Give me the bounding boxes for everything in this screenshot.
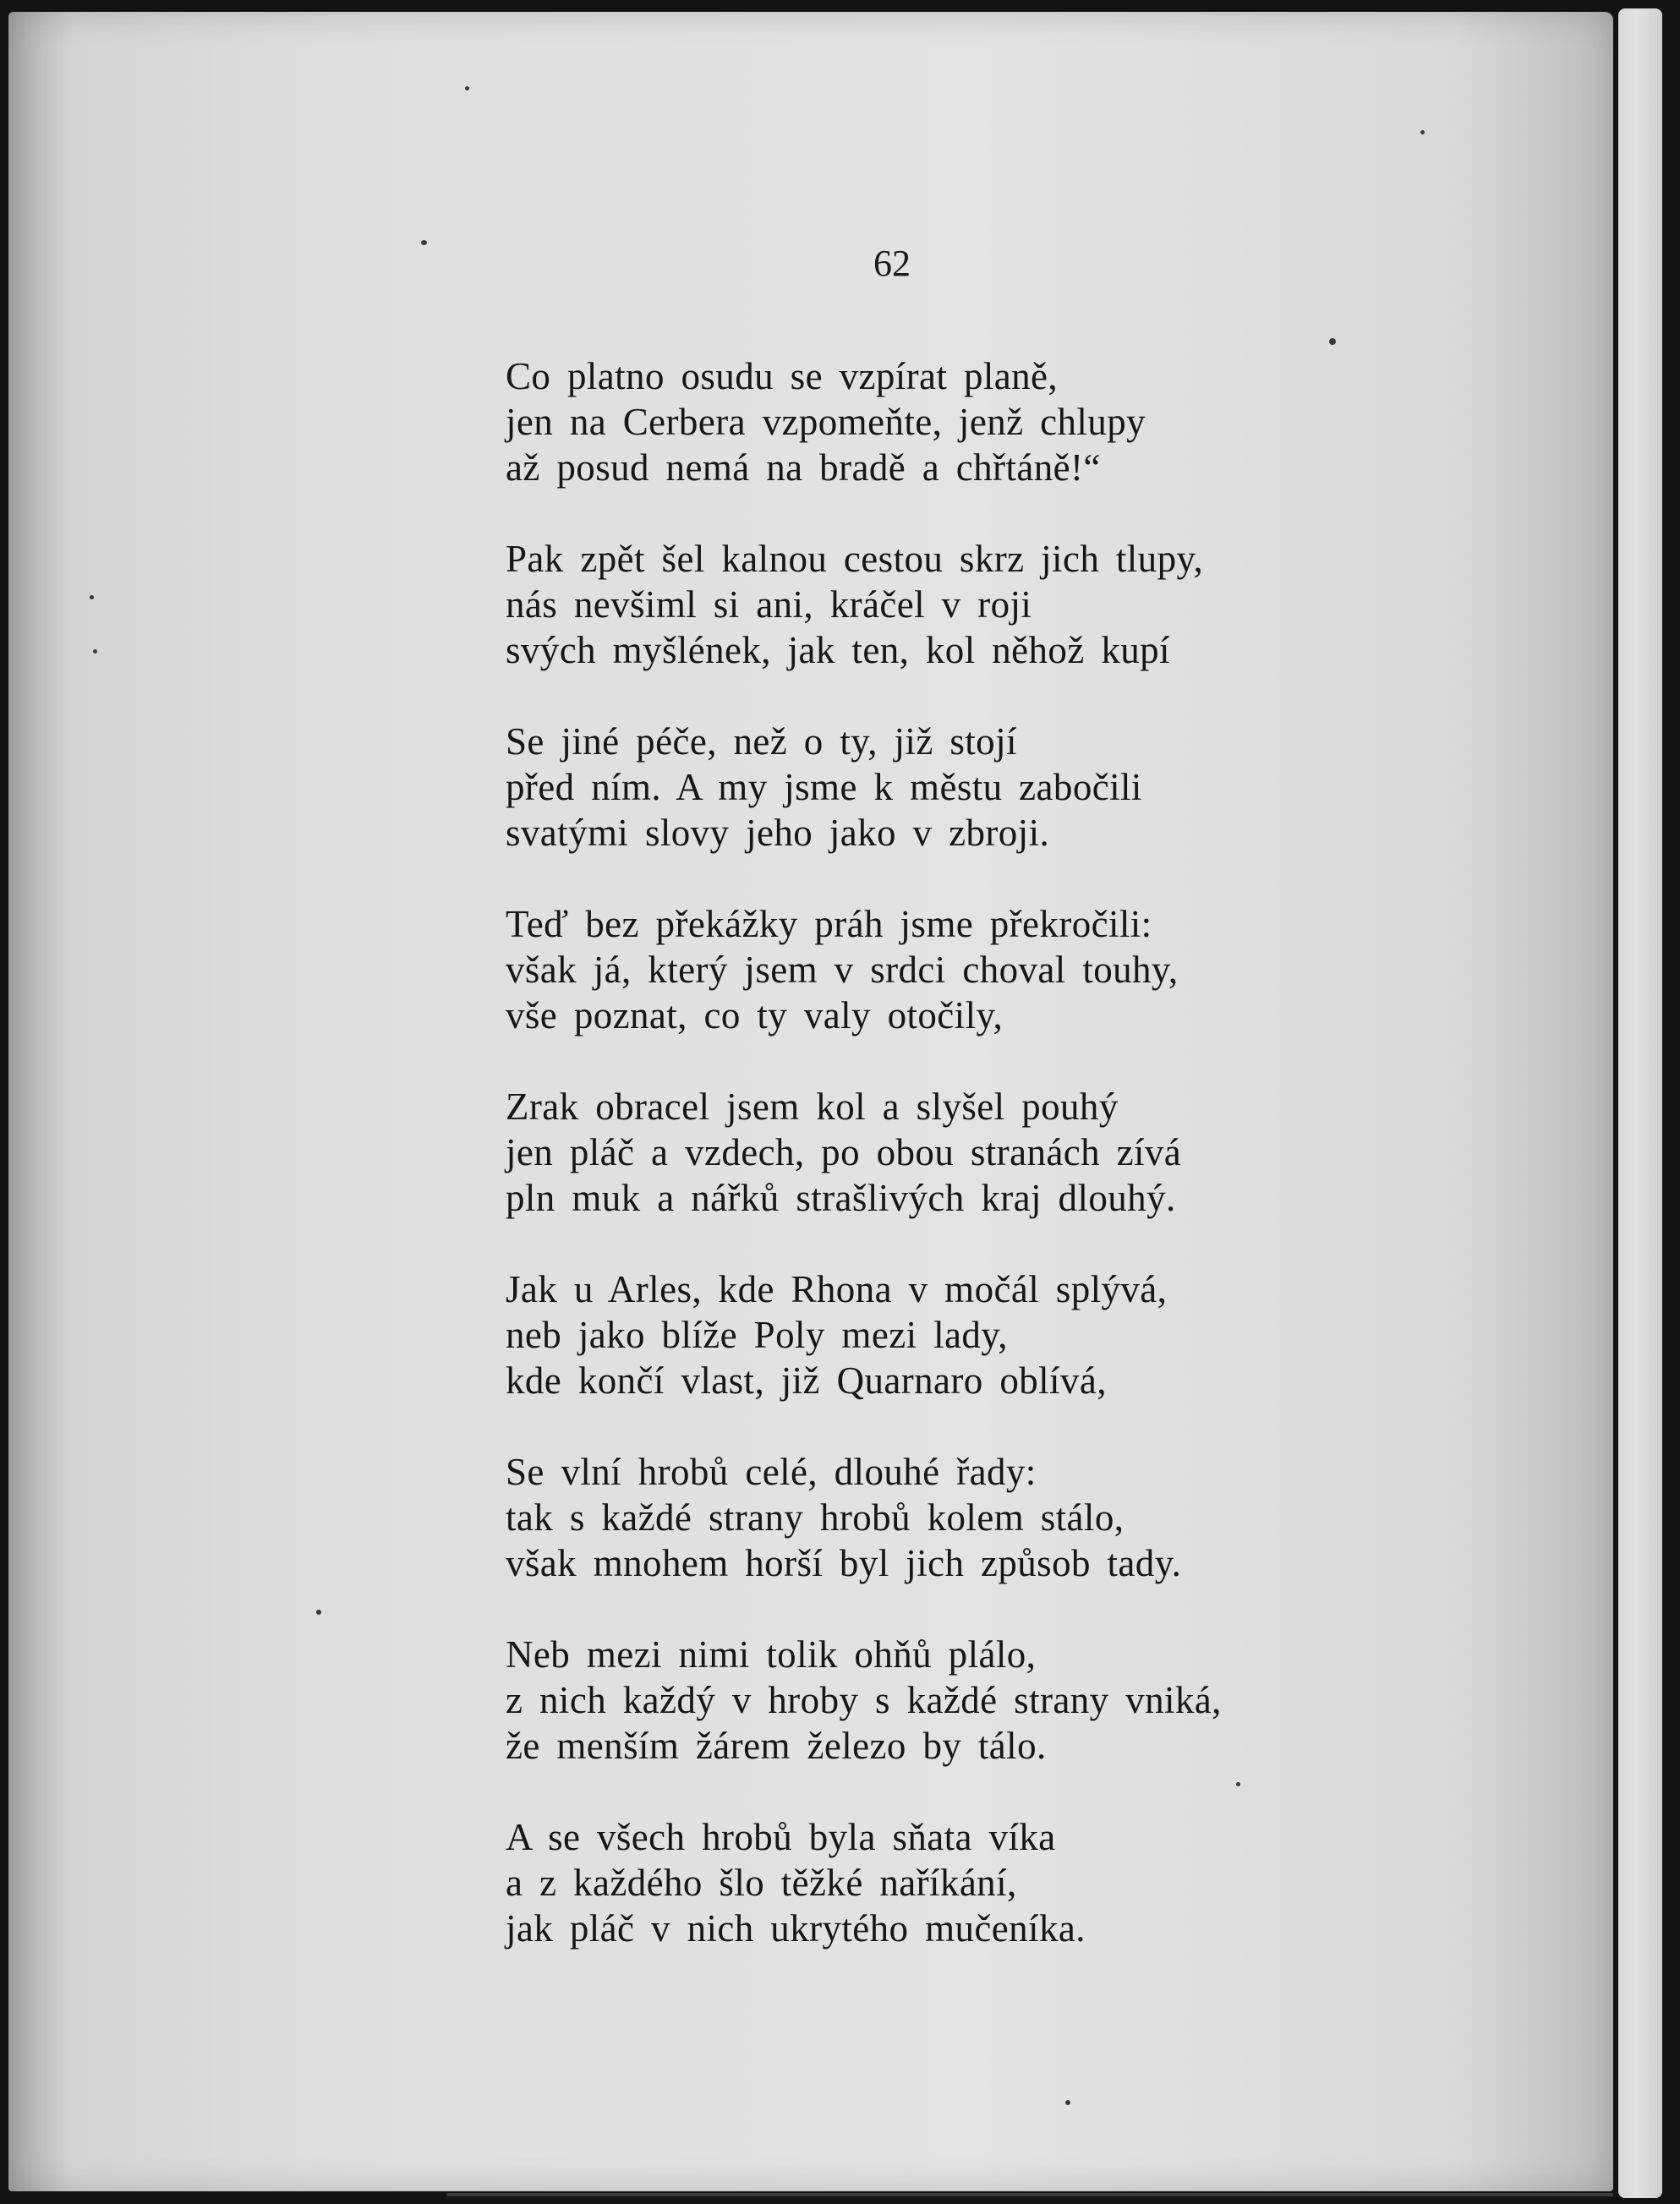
verse-line: tak s každé strany hrobů kolem stálo, [506,1496,1125,1539]
print-speck [1065,2100,1070,2105]
verse-line: Pak zpět šel kalnou cestou skrz jich tlupy, [506,538,1204,580]
verse-line: kde končí vlast, již Quarnaro oblívá, [506,1359,1107,1402]
print-speck [90,595,94,599]
verse-line: Jak u Arles, kde Rhona v močál splývá, [506,1268,1168,1310]
stanza [506,1449,1605,1586]
adjacent-page-edge [1618,8,1662,2198]
stanza [506,1266,1605,1403]
stanza [506,1814,1605,1951]
print-speck [93,649,97,654]
verse-line: však mnohem horší byl jich způsob tady. [506,1542,1182,1584]
verse-line: však já, který jsem v srdci choval touhy, [506,949,1179,991]
verse-line: Co platno osudu se vzpírat planě, [506,355,1059,397]
verse-line: že menším žárem železo by tálo. [506,1725,1047,1767]
verse-line: nás nevšiml si ani, kráčel v roji [506,583,1032,626]
stanza [506,719,1605,856]
print-speck [1329,338,1336,345]
verse-line: svatými slovy jeho jako v zbroji. [506,812,1050,854]
verse-line: Zrak obracel jsem kol a slyšel pouhý [506,1086,1119,1128]
print-speck [465,86,469,90]
stanza [506,536,1605,673]
verse-line: jen pláč a vzdech, po obou stranách zívá [506,1131,1182,1173]
verse-line: před ním. A my jsme k městu zabočili [506,766,1142,808]
print-speck [1420,130,1425,134]
print-speck [316,1610,321,1615]
verse-line: jak pláč v nich ukrytého mučeníka. [506,1907,1086,1950]
poem-text [506,353,1605,1997]
verse-line: Neb mezi nimi tolik ohňů plálo, [506,1633,1037,1676]
stanza [506,901,1605,1038]
verse-line: svých myšlének, jak ten, kol něhož kupí [506,629,1170,671]
verse-line: až posud nemá na bradě a chřtáně!“ [506,446,1101,489]
verse-line: A se všech hrobů byla sňata víka [506,1816,1056,1858]
verse-line: z nich každý v hroby s každé strany vniká, [506,1679,1222,1721]
verse-line: a z každého šlo těžké naříkání, [506,1862,1017,1904]
bottom-edge-line [446,2193,1613,2196]
stanza [506,1632,1605,1769]
stanza [506,1084,1605,1221]
verse-line: Se jiné péče, než o ty, již stojí [506,720,1017,763]
verse-line: neb jako blíže Poly mezi lady, [506,1314,1008,1356]
paper-sheet [8,12,1613,2191]
verse-line: vše poznat, co ty valy otočily, [506,994,1004,1036]
verse-line: Se vlní hrobů celé, dlouhé řady: [506,1451,1037,1493]
verse-line: pln muk a nářků strašlivých kraj dlouhý. [506,1177,1176,1219]
stanza [506,353,1605,490]
verse-line: Teď bez překážky práh jsme překročili: [506,903,1152,945]
page-number: 62 [873,243,911,284]
verse-line: jen na Cerbera vzpomeňte, jenž chlupy [506,401,1146,443]
